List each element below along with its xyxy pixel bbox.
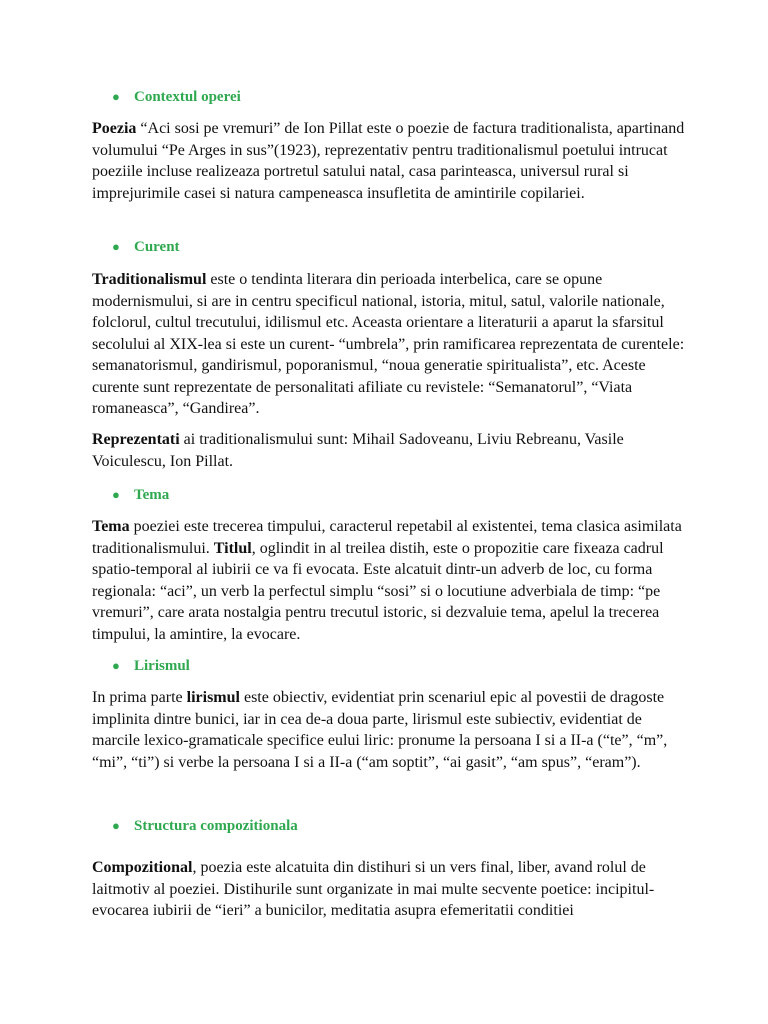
bold-lead: Reprezentati [92, 431, 180, 448]
paragraph-text: poeziei este trecerea timpului, caracterul repetabil al existentei, tema clasica asimilata traditionalismului. [92, 518, 682, 557]
paragraph-text: , poezia este alcatuita din distihuri si un vers final, liber, avand rolul de laitmotiv al poeziei. Distihurile sunt organizate in mai multe secvente poetice: incipitul- evocarea iubirii de “ieri” a bunicilor, meditatia asupra efemeritatii conditiei [92, 859, 655, 919]
heading-text: Structura compozitionala [134, 817, 298, 834]
heading-text: Lirismul [134, 657, 190, 674]
paragraph-lyricism [92, 687, 686, 773]
paragraph-text: In prima parte [92, 689, 187, 706]
paragraph-text: este o tendinta literara din perioada interbelica, care se opune modernismului, si are in centru specificul national, istoria, mitul, satul, valorile nationale, folclorul, cultul trecutului, idilismul etc. Aceasta orientare a literaturii a aparut la sfarsitul secolului al XIX-lea si este un curent- “umbrela”, prin ramificarea reprezentata de curentele: semanatorismul, gandirismul, poporanismul, “noua generatie spiritualista”, etc. Aceste curente sunt reprezentate de personalitati afiliate cu revistele: “Semanatorul”, “Viata romaneasca”, “Gandirea”. [92, 271, 685, 417]
paragraph-representatives [92, 429, 686, 472]
bold-lead-title: Titlul [213, 539, 252, 557]
paragraph-text: “Aci sosi pe vremuri” de Ion Pillat este o poezie de factura traditionalista, apartinand volumului “Pe Arges in sus”(1923), reprezentativ pentru traditionalismul poetului intrucat poeziile incluse realizeaza portretul satului natal, casa parinteasca, universul rural si imprejurimile casei si natura campeneasca insufletita de amintirile copilariei. [92, 120, 685, 202]
bold-lead: Compozitional [92, 859, 193, 876]
paragraph-traditionalism [92, 269, 686, 420]
section-heading-context [92, 86, 241, 108]
paragraph-context [92, 118, 686, 204]
bullet-icon: ● [112, 239, 120, 254]
heading-text: Tema [134, 486, 170, 503]
heading-text: Curent [134, 238, 180, 255]
section-heading-theme [92, 484, 169, 506]
paragraph-text: este obiectiv, evidentiat prin scenariul epic al povestii de dragoste implinita dintre bunici, iar in cea de-a doua parte, lirismul este subiectiv, evidentiat de marcile lexico-gramaticale specifice eului liric: pronume la persoana I si a II-a (“te”, “m”, “mi”, “ti”) si verbe la persoana I si a II-a (“am soptit”, “ai gasit”, “am spus”, “eram”). [92, 689, 668, 771]
bold-lead: Poezia [92, 120, 137, 137]
bullet-icon: ● [112, 487, 120, 502]
paragraph-text: , oglindit in al treilea distih, este o propozitie care fixeaza cadrul spatio-temporal al iubirii ce va fi evocata. Este alcatuit dintr-un adverb de loc, cu forma regionala: “aci”, un verb la perfectul simplu “sosi” si o locutiune adverbiala de timp: “pe vremuri”, care arata nostalgia pentru trecutul istoric, si dezvaluie tema, apelul la trecerea timpului, la amintire, la evocare. [92, 539, 664, 643]
bullet-icon: ● [112, 818, 120, 833]
paragraph-text: ai traditionalismului sunt: Mihail Sadoveanu, Liviu Rebreanu, Vasile Voiculescu, Ion Pillat. [92, 431, 624, 470]
heading-text: Contextul operei [134, 88, 241, 105]
bullet-icon: ● [112, 89, 120, 104]
bold-lead: Traditionalismul [92, 271, 207, 288]
section-heading-current [92, 236, 180, 258]
bullet-icon: ● [112, 658, 120, 673]
paragraph-structure [92, 857, 686, 922]
paragraph-theme [92, 516, 686, 645]
bold-lead: Tema [92, 518, 130, 535]
section-heading-lyricism [92, 655, 190, 677]
bold-lead: lirismul [186, 689, 240, 706]
section-heading-structure [92, 815, 298, 837]
